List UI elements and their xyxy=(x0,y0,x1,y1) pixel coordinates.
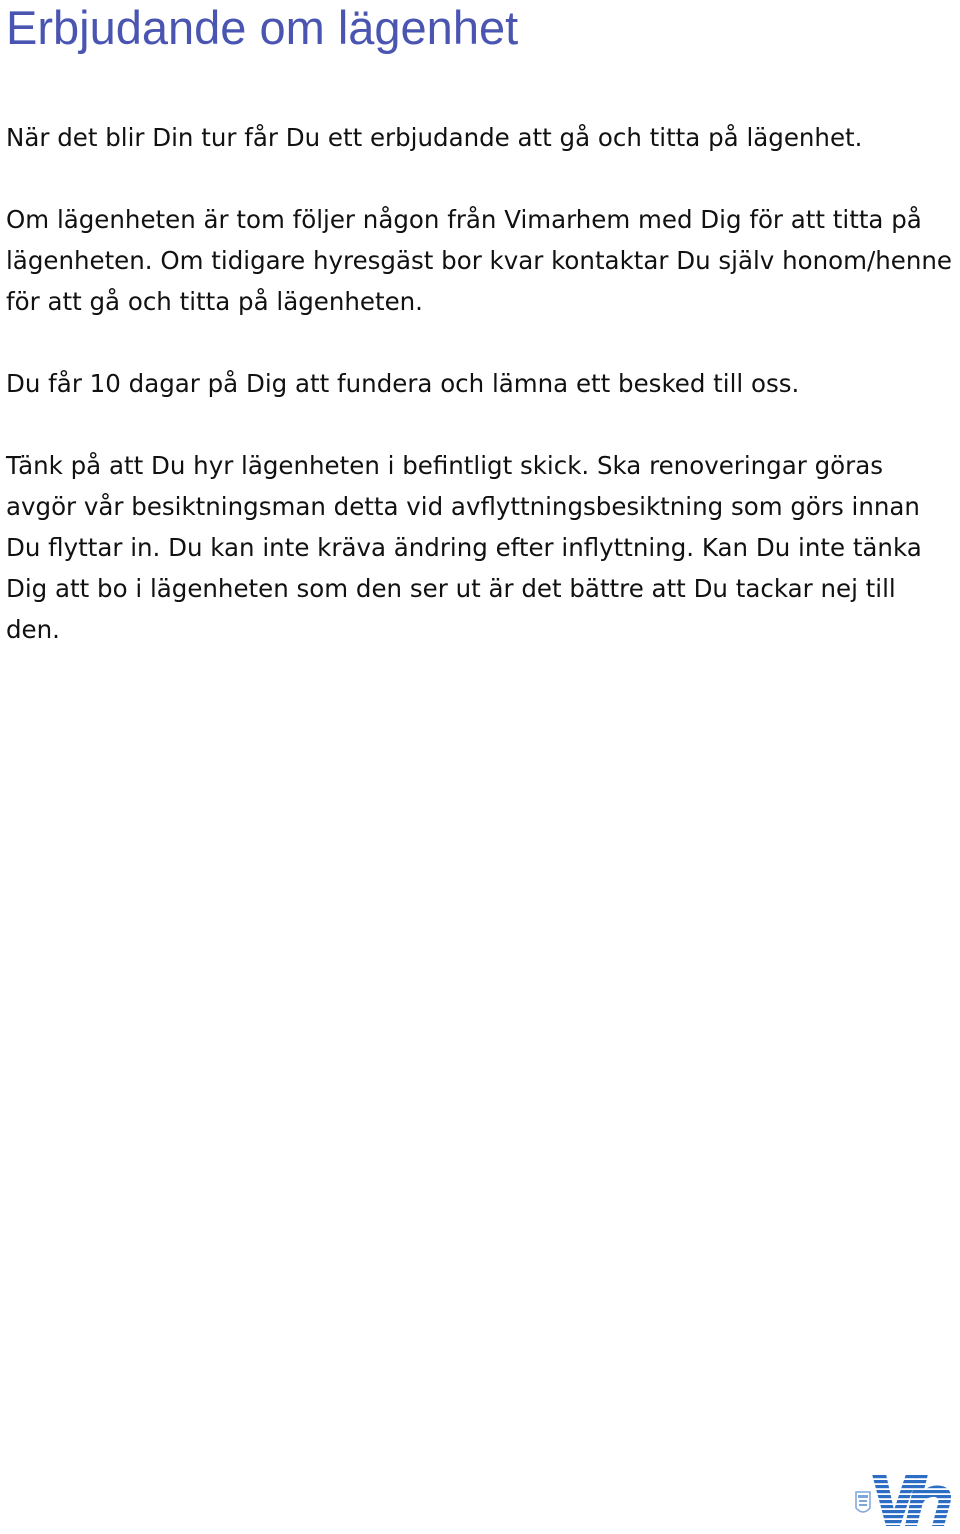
paragraph-condition: Tänk på att Du hyr lägenheten i befintligt skick. Ska renoveringar göras avgör vår besiktningsman detta vid avflyttningsbesiktning som görs innan Du flyttar in. Du kan inte kräva ändring efter inflyttning. Kan Du inte tänka Dig att bo i lägenheten som den ser ut är det bättre att Du tackar nej till den. xyxy=(6,451,922,644)
paragraph-offer: När det blir Din tur får Du ett erbjudande att gå och titta på lägenhet. xyxy=(6,123,863,152)
crest-icon xyxy=(856,1492,870,1512)
paragraph-decision-time: Du får 10 dagar på Dig att fundera och lämna ett besked till oss. xyxy=(6,369,800,398)
page-title: Erbjudande om lägenhet xyxy=(6,1,519,54)
paragraph-viewing: Om lägenheten är tom följer någon från Vimarhem med Dig för att titta på lägenheten. Om tidigare hyresgäst bor kvar kontaktar Du själv honom/henne för att gå och titta på lägenheten. xyxy=(6,205,952,316)
document-body xyxy=(6,117,956,650)
vimarhem-logo-icon xyxy=(852,1470,956,1530)
